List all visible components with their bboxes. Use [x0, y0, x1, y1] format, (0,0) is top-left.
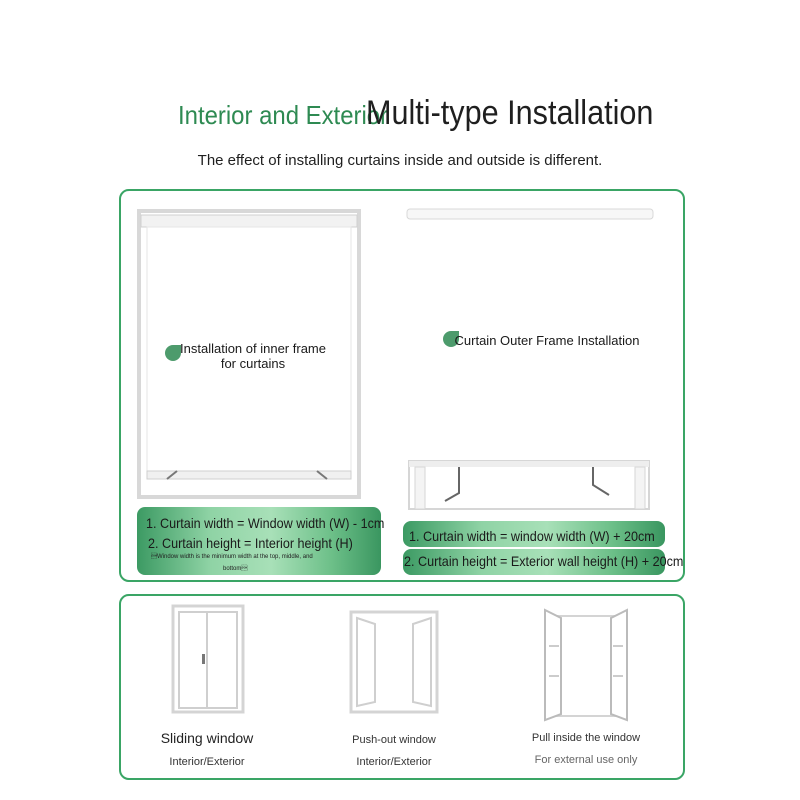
outer-formula-height: 2. Curtain height = Exterior wall height (H) + 20cm: [404, 553, 684, 569]
installation-panel: [119, 189, 685, 582]
push-out-window-use: Interior/Exterior: [356, 756, 432, 768]
sliding-window-illustration: [171, 604, 245, 716]
inner-formula-width: 1. Curtain width = Window width (W) - 1cm: [146, 515, 385, 531]
sliding-window-use: Interior/Exterior: [169, 756, 245, 768]
outer-formula-width: 1. Curtain width = window width (W) + 20cm: [409, 528, 655, 544]
sliding-window-name: Sliding window: [160, 730, 254, 746]
push-out-window-name: Push-out window: [352, 734, 436, 746]
pull-inside-window-name: Pull inside the window: [531, 732, 641, 744]
inner-frame-label: Installation of inner frame for curtains: [180, 341, 326, 371]
pull-inside-window-illustration: [541, 606, 631, 722]
inner-formula-height: 2. Curtain height = Interior height (H): [148, 535, 353, 551]
window-types-panel: [119, 594, 685, 780]
inner-formula-note: Window width is the minimum width at the top, middle, and: [151, 554, 313, 560]
title-interior-exterior: Interior and Exterior: [178, 100, 389, 130]
title-multi-type: Multi-type Installation: [366, 94, 654, 132]
push-out-window-illustration: [349, 610, 439, 714]
outer-frame-window-illustration: [403, 205, 663, 515]
outer-frame-label: Curtain Outer Frame Installation: [454, 333, 640, 348]
pull-inside-window-use: For external use only: [534, 754, 638, 766]
subtitle: The effect of installing curtains inside and outside is different.: [197, 152, 603, 169]
inner-formula-note-end: bottom: [223, 566, 248, 572]
